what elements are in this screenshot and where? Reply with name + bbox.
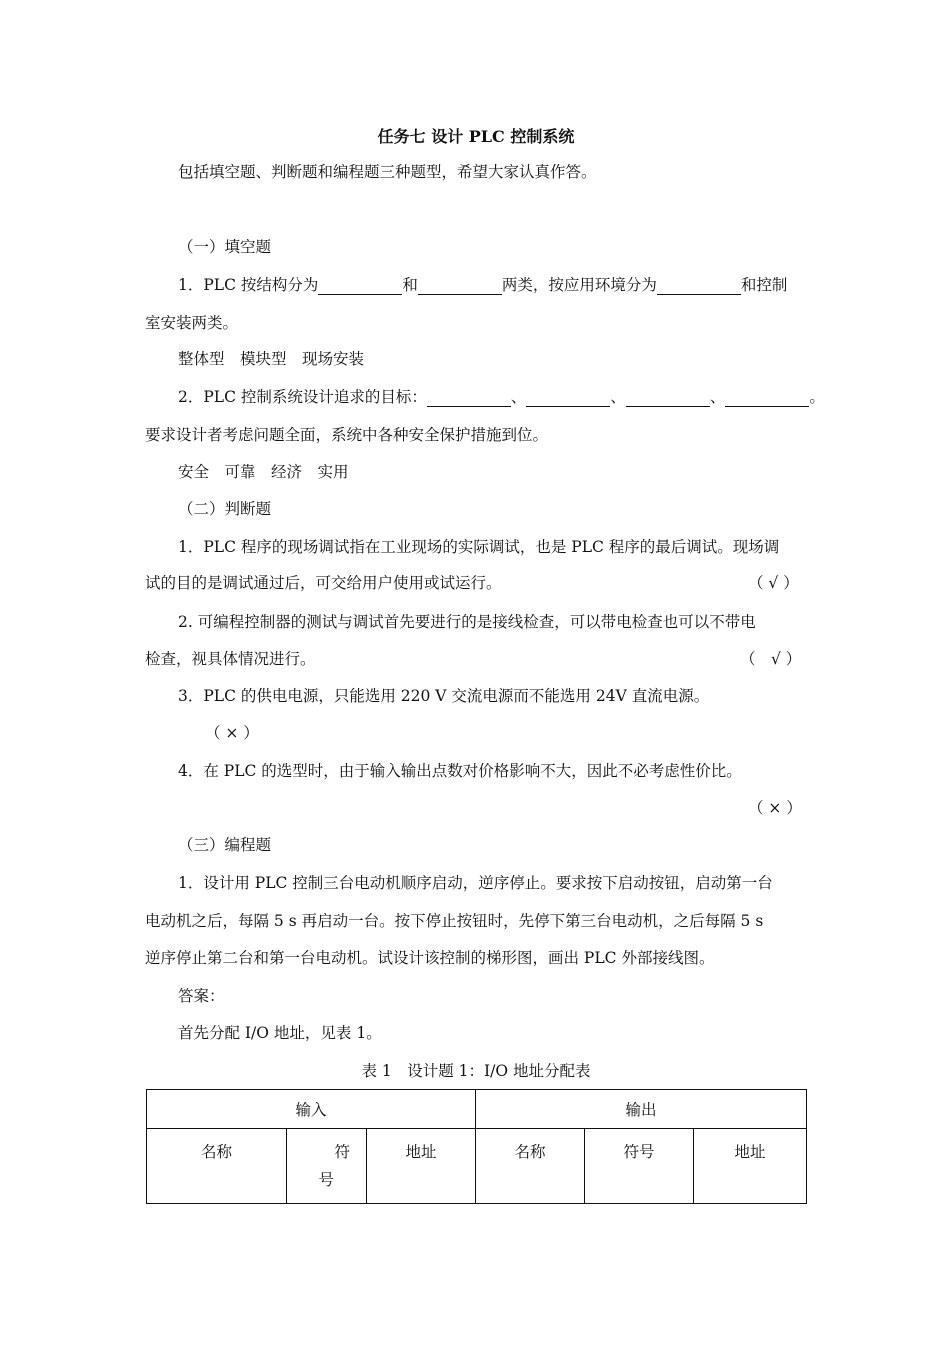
judge-question-4: 4．在 PLC 的选型时，由于输入输出点数对价格影响不大，因此不必考虑性价比。 <box>178 762 742 780</box>
fill-question-1-continued: 室安装两类。 <box>145 314 239 332</box>
fill-answer-2: 安全 可靠 经济 实用 <box>178 463 349 481</box>
io-address-table <box>146 1089 807 1204</box>
judge-mark-1: （ √ ） <box>748 574 799 592</box>
output-address-header: 地址 <box>694 1129 807 1204</box>
intro-text: 包括填空题、判断题和编程题三种题型，希望大家认真作答。 <box>178 163 597 181</box>
input-name-header: 名称 <box>147 1129 287 1204</box>
answer-blank <box>725 390 809 407</box>
fill-section-heading: （一）填空题 <box>178 238 272 256</box>
prog-question-1-line-3: 逆序停止第二台和第一台电动机。试设计该控制的梯形图，画出 PLC 外部接线图。 <box>145 949 715 967</box>
input-address-header: 地址 <box>367 1129 476 1204</box>
output-name-header: 名称 <box>476 1129 585 1204</box>
table-group-header-row <box>147 1090 807 1129</box>
page-title: 任务七 设计 PLC 控制系统 <box>377 127 575 146</box>
input-symbol-header: 符 号 <box>287 1129 367 1204</box>
judge-question-3: 3．PLC 的供电电源，只能选用 220 V 交流电源而不能选用 24V 直流电源。 <box>178 687 710 705</box>
fill-question-1: 1．PLC 按结构分为 和 两类，按应用环境分为 和控制 <box>178 276 788 294</box>
output-group-header: 输出 <box>476 1090 807 1129</box>
table-column-header-row <box>147 1129 807 1204</box>
prog-question-1: 1．设计用 PLC 控制三台电动机顺序启动，逆序停止。要求按下启动按钮，启动第一台 <box>178 874 773 892</box>
prog-question-1-line-2: 电动机之后，每隔 5 s 再启动一台。按下停止按钮时，先停下第三台电动机，之后每隔 5 s <box>145 912 764 930</box>
output-symbol-header: 符号 <box>585 1129 694 1204</box>
answer-blank <box>526 390 610 407</box>
input-group-header: 输入 <box>147 1090 476 1129</box>
judge-question-1: 1．PLC 程序的现场调试指在工业现场的实际调试，也是 PLC 程序的最后调试。现场调 <box>178 538 780 556</box>
answer-blank <box>418 278 502 295</box>
answer-blank <box>427 390 511 407</box>
judge-mark-2: （ √ ） <box>740 650 802 668</box>
answer-blank <box>318 278 402 295</box>
answer-blank <box>657 278 741 295</box>
answer-label: 答案： <box>178 987 225 1005</box>
judge-question-2-continued: 检查，视具体情况进行。 <box>145 650 316 668</box>
judge-question-1-continued: 试的目的是调试通过后，可交给用户使用或试运行。 <box>145 574 502 592</box>
fill-question-2: 2．PLC 控制系统设计追求的目标： 、 、 、 。 <box>178 388 825 406</box>
judge-question-2: 2. 可编程控制器的测试与调试首先要进行的是接线检查，可以带电检查也可以不带电 <box>178 613 756 631</box>
table-caption: 表 1 设计题 1：I/O 地址分配表 <box>361 1062 591 1080</box>
answer-blank <box>626 390 710 407</box>
fill-question-2-continued: 要求设计者考虑问题全面，系统中各种安全保护措施到位。 <box>145 426 549 444</box>
judge-mark-3: （ × ） <box>205 724 259 742</box>
judge-section-heading: （二）判断题 <box>178 500 272 518</box>
judge-mark-4: （ × ） <box>748 799 802 817</box>
fill-answer-1: 整体型 模块型 现场安装 <box>178 350 365 368</box>
answer-text: 首先分配 I/O 地址，见表 1。 <box>178 1024 382 1042</box>
prog-section-heading: （三）编程题 <box>178 836 272 854</box>
